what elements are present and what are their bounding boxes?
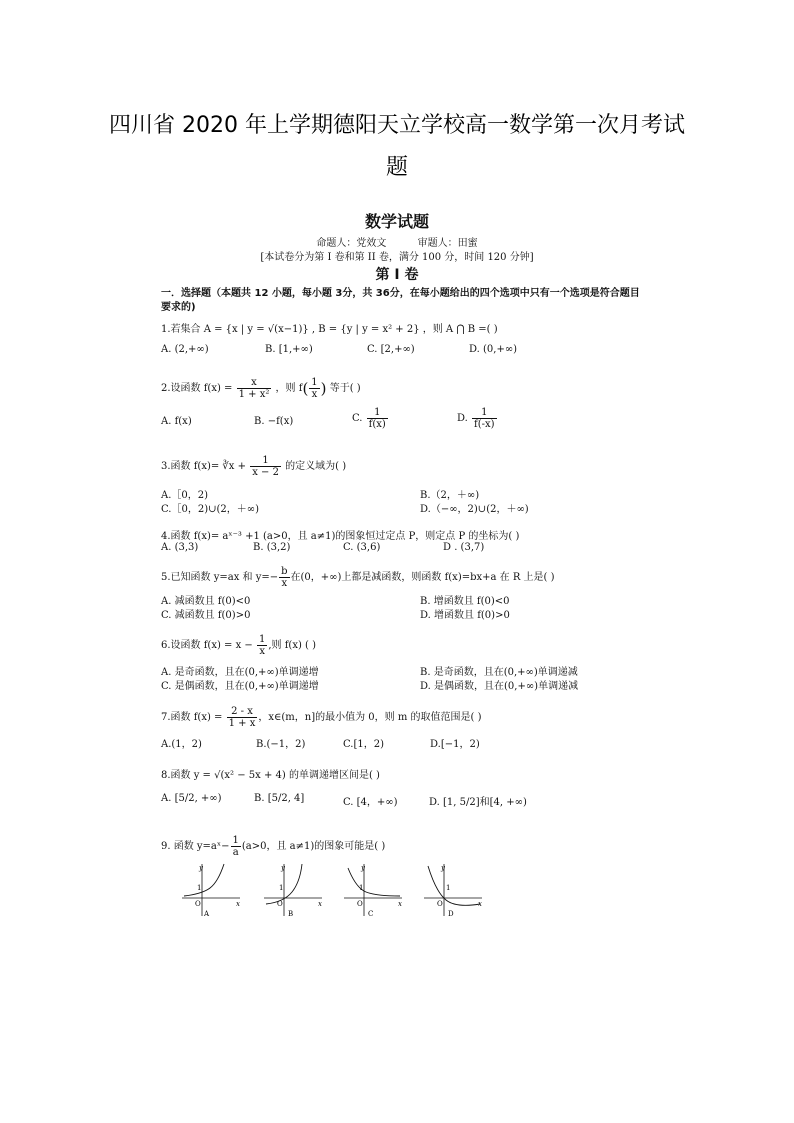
q2-option-d bbox=[457, 407, 498, 430]
graph-letter-b: B bbox=[288, 910, 294, 918]
question-6-stem bbox=[161, 634, 316, 657]
origin-label: O bbox=[437, 900, 443, 908]
q2-d-label: D. bbox=[457, 413, 468, 424]
curve bbox=[184, 864, 224, 896]
q1-option-c: C. [2,+∞) bbox=[367, 344, 415, 355]
q4-option-d: D . (3,7) bbox=[443, 542, 485, 553]
q3-option-d: D.（−∞，2)∪(2，＋∞) bbox=[420, 504, 529, 515]
q2-option-a: A. f(x) bbox=[161, 416, 192, 427]
q2-text-post: 等于( ) bbox=[329, 383, 361, 394]
graph-letter-d: D bbox=[448, 910, 454, 918]
q2-text-mid: ，则 f bbox=[275, 383, 303, 394]
y-label: y bbox=[281, 864, 285, 872]
graph-letter-c: C bbox=[368, 910, 374, 918]
q7-numerator: 2 - x bbox=[227, 706, 258, 718]
q4-option-c: C. (3,6) bbox=[343, 542, 381, 553]
y-label: y bbox=[361, 864, 365, 872]
q5-option-b: B. 增函数且 f(0)<0 bbox=[420, 596, 510, 607]
question-4-stem: 4.函数 f(x)= aˣ⁻³ +1 (a>0，且 a≠1)的图象恒过定点 P，则定点 P 的坐标为( ) bbox=[161, 531, 520, 542]
q2-inner-fraction bbox=[309, 377, 319, 400]
question-8-stem: 8.函数 y = √(x² − 5x + 4) 的单调递增区间是( ) bbox=[161, 770, 380, 781]
one-label: 1 bbox=[446, 884, 451, 892]
page-title: 四川省 2020 年上学期德阳天立学校高一数学第一次月考试 bbox=[109, 113, 685, 138]
q6-text-post: ,则 f(x) ( ) bbox=[268, 640, 317, 651]
q8-option-c: C. [4，+∞) bbox=[343, 797, 398, 808]
q7-option-d: D.[−1，2) bbox=[430, 739, 480, 750]
origin-label: O bbox=[195, 900, 201, 908]
q6-option-d: D. 是偶函数，且在(0,+∞)单调递减 bbox=[420, 681, 579, 692]
question-5-stem bbox=[161, 566, 555, 589]
q8-option-b: B. [5/2, 4] bbox=[254, 793, 305, 804]
q1-option-a: A. (2,+∞) bbox=[161, 344, 209, 355]
q9-denominator: a bbox=[232, 847, 239, 858]
q2-denominator: 1 + x² bbox=[238, 389, 270, 400]
q5-numerator: b bbox=[281, 566, 288, 577]
q9-fraction bbox=[231, 835, 241, 858]
x-label: x bbox=[478, 900, 482, 908]
graph-c-svg bbox=[342, 862, 404, 918]
q2-d-numerator: 1 bbox=[472, 407, 497, 419]
q9-graph-b bbox=[262, 862, 324, 918]
author-line bbox=[0, 234, 794, 249]
q9-text-post: (a>0，且 a≠1)的图象可能是( ) bbox=[241, 841, 386, 852]
origin-label: O bbox=[277, 900, 283, 908]
q3-option-c: C.［0，2)∪(2，＋∞) bbox=[161, 504, 259, 515]
curve bbox=[428, 866, 480, 905]
x-label: x bbox=[236, 900, 240, 908]
q9-numerator: 1 bbox=[232, 835, 239, 846]
q4-option-b: B. (3,2) bbox=[253, 542, 291, 553]
subject-title: 数学试题 bbox=[364, 212, 429, 231]
one-label: 1 bbox=[359, 884, 364, 892]
q7-option-a: A.(1，2) bbox=[161, 739, 202, 750]
q5-option-c: C. 减函数且 f(0)>0 bbox=[161, 610, 251, 621]
q9-graph-c bbox=[342, 862, 404, 918]
one-label: 1 bbox=[197, 884, 202, 892]
q2-c-numerator: 1 bbox=[367, 407, 388, 419]
q2-d-fraction bbox=[472, 407, 497, 430]
y-label: y bbox=[441, 864, 445, 872]
question-7-stem bbox=[161, 706, 482, 729]
question-3-stem bbox=[161, 455, 346, 478]
q6-option-c: C. 是偶函数，且在(0,+∞)单调递增 bbox=[161, 681, 319, 692]
q3-fraction bbox=[250, 455, 281, 478]
q7-fraction bbox=[227, 706, 258, 729]
q3-text-pre: 3.函数 f(x)= ∛x + bbox=[161, 461, 246, 472]
x-label: x bbox=[398, 900, 402, 908]
q9-text-pre: 9. 函数 y=aˣ− bbox=[161, 841, 230, 852]
graph-a-svg bbox=[180, 862, 242, 918]
graph-letter-a: A bbox=[204, 910, 210, 918]
q5-fraction bbox=[279, 566, 289, 589]
q2-option-c bbox=[352, 407, 389, 430]
q2-option-b: B. −f(x) bbox=[254, 416, 294, 427]
q7-text-pre: 7.函数 f(x) = bbox=[161, 712, 223, 723]
page-title-continued: 题 bbox=[385, 155, 408, 180]
x-label: x bbox=[318, 900, 322, 908]
origin-label: O bbox=[357, 900, 363, 908]
reviewer: 审题人：田蜜 bbox=[417, 238, 478, 249]
q7-option-b: B.(−1，2) bbox=[256, 739, 306, 750]
q9-graph-a bbox=[180, 862, 242, 918]
volume-heading: 第 I 卷 bbox=[375, 267, 419, 283]
q6-denominator: x bbox=[259, 646, 265, 657]
q2-c-label: C. bbox=[352, 413, 363, 424]
q6-option-a: A. 是奇函数，且在(0,+∞)单调递增 bbox=[161, 667, 319, 678]
graph-d-svg bbox=[422, 862, 484, 918]
q2-d-denominator: f(-x) bbox=[474, 419, 495, 430]
section-heading: 一．选择题（本题共 12 小题，每小题 3分，共 36分，在每小题给出的四个选项中只有一个选项是符合题目要求的) bbox=[161, 288, 640, 313]
q2-text-pre: 2.设函数 f(x) = bbox=[161, 383, 233, 394]
q6-numerator: 1 bbox=[258, 634, 266, 645]
q5-option-d: D. 增函数且 f(0)>0 bbox=[420, 610, 510, 621]
q5-option-a: A. 减函数且 f(0)<0 bbox=[161, 596, 251, 607]
question-9-stem bbox=[161, 835, 385, 858]
q2-inner-numerator: 1 bbox=[311, 377, 318, 388]
q7-denominator: 1 + x bbox=[228, 718, 256, 729]
q3-numerator: 1 bbox=[250, 455, 281, 467]
graph-b-svg bbox=[262, 862, 324, 918]
q2-inner-denominator: x bbox=[311, 389, 318, 400]
q3-text-post: 的定义域为( ) bbox=[285, 461, 347, 472]
q1-option-d: D. (0,+∞) bbox=[469, 344, 518, 355]
q6-option-b: B. 是奇函数，且在(0,+∞)单调递减 bbox=[420, 667, 578, 678]
q6-fraction bbox=[257, 634, 267, 657]
q2-numerator: x bbox=[237, 377, 272, 389]
q3-denominator: x − 2 bbox=[252, 467, 279, 478]
y-label: y bbox=[199, 864, 203, 872]
q2-fraction bbox=[237, 377, 272, 400]
q8-option-d: D. [1, 5/2]和[4, +∞) bbox=[429, 797, 527, 808]
q9-graph-d bbox=[422, 862, 484, 918]
author: 命题人：党效文 bbox=[316, 238, 387, 249]
q1-option-b: B. [1,+∞) bbox=[265, 344, 313, 355]
curve bbox=[348, 868, 400, 896]
q5-text-post: 在(0，+∞)上都是减函数，则函数 f(x)=bx+a 在 R 上是( ) bbox=[290, 572, 555, 583]
exam-note: [本试卷分为第 I 卷和第 II 卷，满分 100 分，时间 120 分钟] bbox=[260, 252, 534, 263]
one-label: 1 bbox=[279, 884, 284, 892]
q2-c-denominator: f(x) bbox=[368, 419, 386, 430]
q2-c-fraction bbox=[367, 407, 388, 430]
q3-option-a: A.［0，2) bbox=[161, 490, 209, 501]
question-1-stem: 1.若集合 A = {x | y = √(x−1)} , B = {y | y = x² + 2} ，则 A ⋂ B =( ) bbox=[161, 324, 498, 335]
q7-text-post: ，x∈(m，n]的最小值为 0，则 m 的取值范围是( ) bbox=[258, 712, 482, 723]
q7-option-c: C.[1，2) bbox=[343, 739, 385, 750]
question-2-stem: 2.设函数 f(x) = $\frac{x}{\text{1 + x²}}$ ，则 f( $\frac{1}{x}$ ) 等于( ) bbox=[161, 377, 361, 400]
q6-text-pre: 6.设函数 f(x) = x − bbox=[161, 640, 253, 651]
q8-option-a: A. [5/2, +∞) bbox=[161, 793, 222, 804]
q4-option-a: A. (3,3) bbox=[161, 542, 199, 553]
q3-option-b: B.（2，＋∞) bbox=[420, 490, 480, 501]
q5-text-pre: 5.已知函数 y=ax 和 y=− bbox=[161, 572, 279, 583]
q5-denominator: x bbox=[281, 578, 288, 589]
